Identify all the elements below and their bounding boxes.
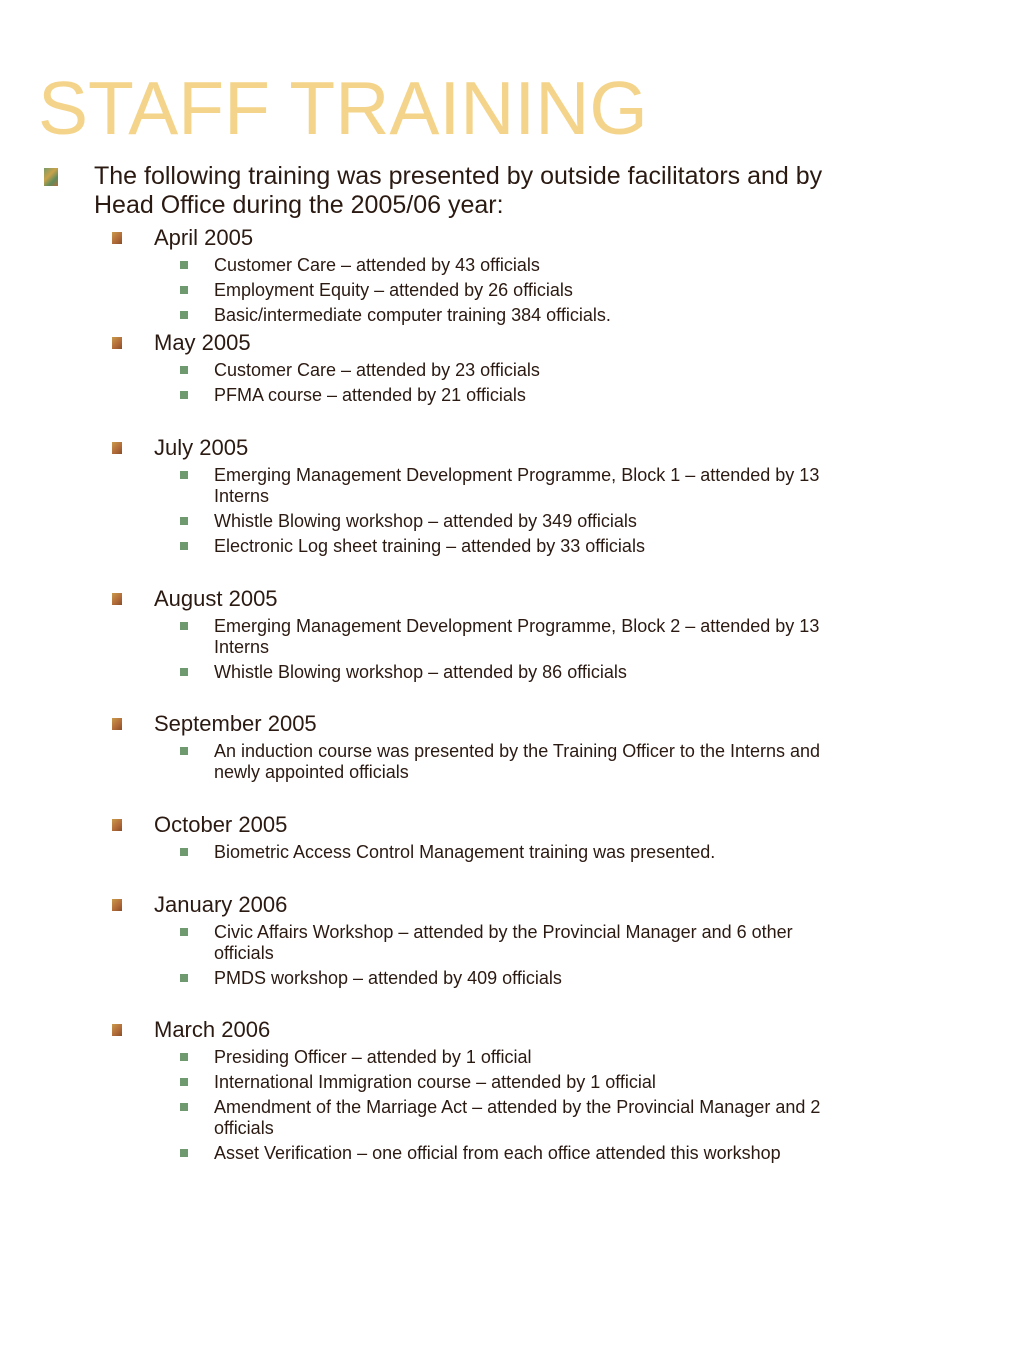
month-heading: April 2005 (154, 225, 254, 250)
bullet-icon (180, 1078, 188, 1086)
bullet-icon (180, 1103, 188, 1111)
month-heading: September 2005 (154, 711, 317, 736)
list-item-text: Amendment of the Marriage Act – attended by the Provincial Manager and 2 officials (214, 1097, 821, 1138)
bullet-icon (112, 232, 122, 244)
list-item-text: Civic Affairs Workshop – attended by the Provincial Manager and 6 other officials (214, 922, 793, 963)
list-item-text: Employment Equity – attended by 26 officials (214, 280, 573, 300)
month-heading: January 2006 (154, 892, 288, 917)
list-item-text: Biometric Access Control Management training was presented. (214, 842, 716, 862)
list-item-text: Whistle Blowing workshop – attended by 86 officials (214, 662, 627, 682)
month-heading: August 2005 (154, 586, 278, 611)
list-item-text: Basic/intermediate computer training 384 officials. (214, 305, 611, 325)
month-heading: July 2005 (154, 435, 249, 460)
list-item-text: Electronic Log sheet training – attended by 33 officials (214, 536, 645, 556)
bullet-icon (112, 337, 122, 349)
list-item-text: Customer Care – attended by 23 officials (214, 360, 540, 380)
bullet-icon (112, 819, 122, 831)
bullet-icon (112, 718, 122, 730)
bullet-icon (180, 471, 188, 479)
list-item-text: Emerging Management Development Programme, Block 2 – attended by 13 Interns (214, 616, 820, 657)
bullet-icon (180, 668, 188, 676)
bullet-icon (44, 168, 58, 186)
bullet-icon (112, 1024, 122, 1036)
intro-text: The following training was presented by outside facilitators and by Head Office during the 2005/06 year: (94, 162, 823, 219)
list-item-text: Asset Verification – one official from each office attended this workshop (214, 1143, 781, 1163)
bullet-icon (180, 366, 188, 374)
bullet-icon (180, 311, 188, 319)
list-item-text: PFMA course – attended by 21 officials (214, 385, 526, 405)
bullet-icon (180, 1149, 188, 1157)
list-item-text: International Immigration course – attended by 1 official (214, 1072, 656, 1092)
bullet-icon (180, 542, 188, 550)
list-item-text: Customer Care – attended by 43 officials (214, 255, 540, 275)
bullet-icon (180, 1053, 188, 1061)
bullet-icon (180, 261, 188, 269)
bullet-icon (180, 928, 188, 936)
bullet-icon (180, 391, 188, 399)
bullet-icon (180, 622, 188, 630)
month-heading: October 2005 (154, 812, 288, 837)
list-item-text: PMDS workshop – attended by 409 officials (214, 968, 562, 988)
bullet-icon (180, 747, 188, 755)
month-heading: March 2006 (154, 1017, 271, 1042)
bullet-icon (112, 442, 122, 454)
bullet-icon (112, 593, 122, 605)
page-title: STAFF TRAINING (38, 66, 648, 150)
list-item-text: Whistle Blowing workshop – attended by 349 officials (214, 511, 637, 531)
list-item-text: Presiding Officer – attended by 1 official (214, 1047, 532, 1067)
list-item-text: Emerging Management Development Programme, Block 1 – attended by 13 Interns (214, 465, 820, 506)
bullet-icon (112, 899, 122, 911)
bullet-icon (180, 848, 188, 856)
month-heading: May 2005 (154, 330, 251, 355)
bullet-icon (180, 974, 188, 982)
bullet-icon (180, 286, 188, 294)
bullet-icon (180, 517, 188, 525)
list-item-text: An induction course was presented by the Training Officer to the Interns and newly appointed officials (214, 741, 821, 782)
